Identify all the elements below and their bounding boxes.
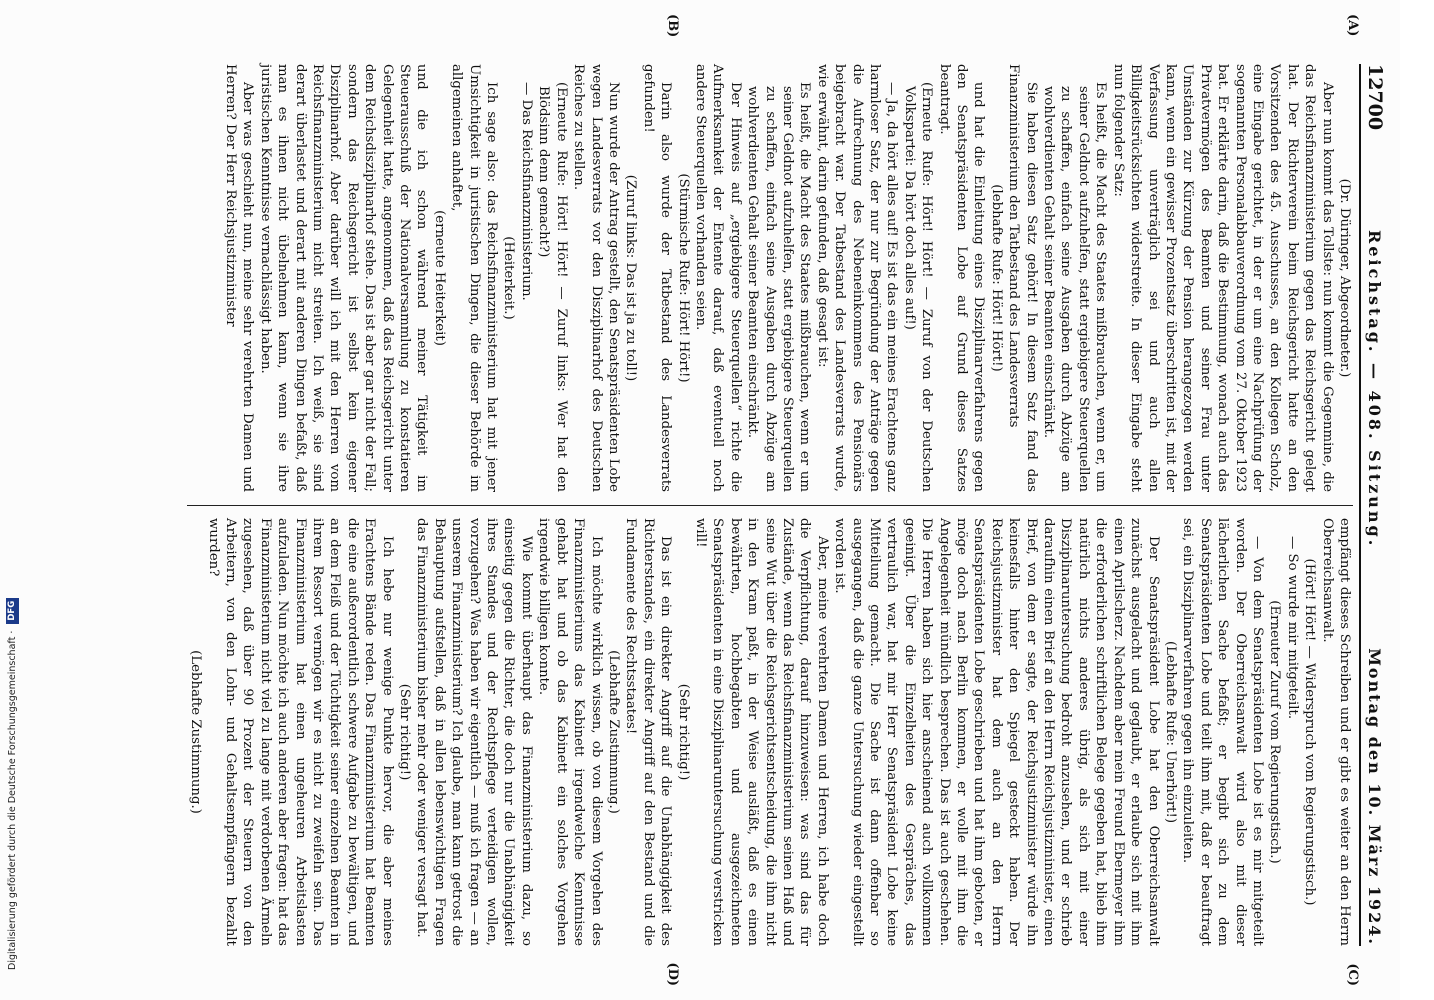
interjection: (Lebhafte Zustimmung.) bbox=[188, 650, 204, 814]
paragraph: — Ja, da hört alles auf! Es ist das ein meines Erachtens ganz harmloser Satz, der nur zur Begründung der Anträge gegen die Aufrechnung des Nebeneinkommens des Pensionärs beigebracht war. Der Tatbestand des Landesverrats wurde, wie erwähnt, darin gefunden, daß gesagt ist: bbox=[814, 64, 900, 492]
left-column bbox=[187, 64, 1353, 492]
quotation: Es heißt, die Macht des Staates mißbrauchen, wenn er, um seiner Geldnot aufzuhelfen, statt ergiebigere Steuerquellen zu schaffen, einfach seine Ausgaben durch Abzüge am wohlverdienten Gehalt seiner Beamten einschränkt. bbox=[1041, 82, 1109, 492]
paragraph: Sie haben diesen Satz gehört! In diesem Satz fand das Finanzministerium den Tatbestand des Landesverrats bbox=[1006, 64, 1039, 492]
margin-marker-a: (A) bbox=[1345, 14, 1360, 37]
paragraph: Der Senatspräsident Lobe hat den Oberreichsanwalt zunächst ausgelacht und geglaubt, er erlaube sich mit ihm einen Aprilscherz. Nachdem aber mein Freund Ebermeyer ihm die erforderlichen schriftlichen Belege gegeben hat, blieb ihm natürlich nichts anderes übrig, als sich mit einer Disziplinaruntersuchung bedroht anzusehen, und er schrieb daraufhin einen Brief an den Herrn Reichsjustizminister, einen Brief, von dem er sagte, der Reichsjustizminister würde ihn keinesfalls hinter den Spiegel gesteckt haben. Der Reichsjustizminister hat dem auch an den Herrn Senatspräsidenten Lobe geschrieben und hat ihm geboten, er möge doch nach Berlin kommen, er wolle mit ihm die Angelegenheit mündlich besprechen. Das ist auch geschehen. Die Herren haben sich hier anscheinend auch vollkommen geeinigt. Über die Einzelheiten des Gespräches, das vertraulich war, hat mir Herr Senatspräsident Lobe keine Mitteilung gemacht. Die Sache ist dann offenbar so ausgegangen, daß die ganze Untersuchung wieder eingestellt worden ist. bbox=[832, 518, 1161, 946]
interjection: (Sehr richtig!) bbox=[397, 683, 413, 781]
margin-marker-c: (C) bbox=[1345, 963, 1360, 986]
paragraph: empfängt dieses Schreiben und er gibt es weiter an den Herrn Oberreichsanwalt. bbox=[1319, 518, 1352, 946]
interjection: (Zuruf links: Das ist ja zu toll!) bbox=[623, 174, 639, 382]
interjection: (Sehr richtig!) bbox=[675, 683, 691, 781]
paragraph: und hat die Einleitung eines Disziplinarverfahrens gegen den Senatspräsidenten Lobe auf Grund dieses Satzes beantragt. bbox=[936, 64, 987, 492]
interjection: (Erneute Rufe: Hört! Hört! — Zuruf links: Wer hat den Blödsinn denn gemacht?) bbox=[536, 82, 569, 492]
paragraph: Ich hebe nur wenige Punkte hervor, die aber meines Erachtens Bände reden. Das Finanzministerium hat Beamten die eine außerordentlich schwere Aufgabe zu bewältigen, und an dem Fleiß und der Tüchtigkeit seiner einzelnen Beamten in ihrem Ressort vermögen wir es nicht zu zweifeln sein. Das Finanzministerium hat einen ungeheuren Arbeitslasten aufzuladen. Nun möchte ich auch anderen aber fragen: hat das Finanzministerium nicht viel zu lange mit verdorbenen Ärmeln zugesehen, daß über 90 Prozent der Steuern von den Arbeitern, von den Lohn- und Gehaltsempfängern bezahlt wurden? bbox=[205, 518, 395, 946]
interjection: (Heiterkeit.) bbox=[501, 236, 517, 320]
interjection: (erneute Heiterkeit) bbox=[431, 210, 447, 346]
text-columns bbox=[187, 64, 1353, 946]
credit-text: Digitalisierung gefördert durch die Deutsche Forschungsgemeinschaft · bbox=[7, 630, 18, 970]
dfg-logo: DFG bbox=[6, 598, 19, 624]
interjection: (Hört! Hört! — Widerspruch vom Regierungstisch.) bbox=[1302, 558, 1318, 906]
session-title: Reichstag. — 408. Sitzung. bbox=[1365, 230, 1384, 549]
interjection: (Lebhafte Zustimmung.) bbox=[605, 650, 621, 814]
paragraph: Das ist ein direkter Angriff auf die Unabhängigkeit des Richterstandes, ein direkter Angriff auf den Bestand und die Fundamente des Rechtsstaates! bbox=[623, 518, 674, 946]
session-date: Montag den 10. März 1924. bbox=[1365, 648, 1384, 946]
paragraph: Aber, meine verehrten Damen und Herren, ich habe doch die Verpflichtung, darauf hinzuweisen: was sind das für Zustände, wenn das Reichsfinanzministerium seinen Haß und seine Wut über die Reichsgerichtsentscheidung, die ihm nicht in den Kram paßt, in der Weise ausläßt, daß es einen bewährten, hochbegabten und ausgezeichneten Senatspräsidenten in eine Disziplinaruntersuchung verstricken will! bbox=[692, 518, 830, 946]
paragraph: Ich möchte wirklich wissen, ob von diesem Vorgehen des Finanzministeriums das Kabinett irgendwelche Kenntnisse gehabt hat und ob das Kabinett ein solches Vorgehen irgendwie billigen konnte. bbox=[536, 518, 604, 946]
paragraph: und die ich schon während meiner Tätigkeit im Steuerausschuß der Nationalversammlung zu konstatieren Gelegenheit hatte, angenommen, daß das Reichsgericht unter dem Reichsdisziplinarhof stehe. Das ist aber gar nicht der Fall; sondern das Reichsgericht ist selbst kein eigener Disziplinarhof. Aber darüber will ich mit den Herren vom Reichsfinanzministerium nicht streiten. Ich weiß, sie sind derart überlastet und derart mit anderen Dingen befaßt, daß man es ihnen nicht übelnehmen kann, wenn sie ihre juristischen Kenntnisse vernachlässigt haben. bbox=[257, 64, 430, 492]
interjection: (Erneuter Zuruf vom Regierungstisch.) bbox=[1267, 600, 1283, 864]
paragraph: Ich sage also: das Reichsfinanzministerium hat mit jener Umsichtigkeit in juristischen Dingen, die dieser Behörde im allgemeinen anhaftet, bbox=[449, 64, 500, 492]
paragraph: Aber was geschieht nun, meine sehr verehrten Damen und Herren? Der Herr Reichsjustizminister bbox=[223, 64, 256, 492]
interjection: (lebhafte Rufe: Hört! Hört!) bbox=[988, 184, 1004, 372]
quotation: Es heißt, die Macht des Staates mißbrauchen, wenn er um seiner Geldnot aufzuhelfen, statt ergiebigere Steuerquellen zu schaffen, einfach seine Ausgaben durch Abzüge am wohlverdienten Gehalt seiner Beamten einschränkt. bbox=[745, 82, 813, 492]
speaker-label: (Dr. Düringer, Abgeordneter.) bbox=[1337, 178, 1352, 378]
page-header bbox=[1359, 64, 1386, 946]
interjection: (Erneute Rufe: Hört! Hört! — Zuruf von der Deutschen Volkspartei: Da hört doch alles auf!) bbox=[901, 82, 935, 492]
paragraph: Nun wurde der Antrag gestellt, den Senatspräsidenten Lobe wegen Landesverrats vor den Disziplinarhof des Deutschen Reiches zu stellen. bbox=[571, 64, 621, 492]
paragraph: — Von dem Senatspräsidenten Lobe ist es mir mitgeteilt worden. Der Oberreichsanwalt wird also mit dieser lächerlichen Sache befaßt; er begibt sich zu dem Senatspräsidenten Lobe und teilt ihm mit, daß er beauftragt sei, ein Disziplinarverfahren gegen ihn einzuleiten. bbox=[1180, 518, 1265, 946]
paragraph: Der Hinweis auf „ergiebigere Steuerquellen“ richte die Aufmerksamkeit der Entente darauf, daß eventuell noch andere Steuerquellen vorhanden seien. bbox=[692, 64, 743, 492]
paragraph: Aber nun kommt das Tollste: nun kommt die Gegenmine, die das Reichsfinanzministerium gegen das Reichsgericht gelegt hat. Der Richterverein beim Reichsgericht hatte an den Vorsitzenden des 45. Ausschusses, an den Kollegen Scholz, eine Eingabe gerichtet, in der er um eine Nachprüfung der sogenannten Personalabbauverordnung vom 27. Oktober 1923 bat. Er erklärte darin, daß die Bestimmung, wonach auch das Privatvermögen des Beamten und seiner Frau unter Umständen zur Kürzung der Pension herangezogen werden kann, wenn ein gewisser Prozentsatz überschritten ist, mit der Verfassung unverträglich sei und auch allen Billigkeitsrücksichten widerstreite. In dieser Eingabe steht nun folgender Satz: bbox=[1110, 64, 1335, 492]
paragraph: — So wurde mir mitgeteilt. bbox=[1284, 536, 1300, 720]
paragraph: Wie kommt überhaupt das Finanzministerium dazu, so einseitig gegen die Richter, die doch nur die Unabhängigkeit ihres Standes und der Rechtspflege verteidigen wollen, vorzugehen? Was haben wir eigentlich — muß ich fragen — an unserem Finanzministerium? Ich glaube, man kann getrost die Behauptung aufstellen, daß in allen lebenswichtigen Fragen das Finanzministerium bisher mehr oder weniger versagt hat. bbox=[414, 518, 534, 946]
margin-marker-b: (B) bbox=[665, 14, 680, 38]
interjection: (Stürmische Rufe: Hört! Hört!) bbox=[675, 173, 691, 383]
paragraph: Darin also wurde der Tatbestand des Landesverrats gefunden! bbox=[640, 64, 674, 492]
page-number: 12700 bbox=[1364, 64, 1386, 131]
paragraph: — Das Reichsfinanzministerium. bbox=[518, 82, 534, 301]
margin-marker-d: (D) bbox=[665, 962, 680, 986]
digitization-credit bbox=[0, 0, 22, 1000]
right-column bbox=[187, 518, 1353, 946]
interjection: (Lebhafte Rufe: Unerhört!) bbox=[1162, 640, 1178, 824]
